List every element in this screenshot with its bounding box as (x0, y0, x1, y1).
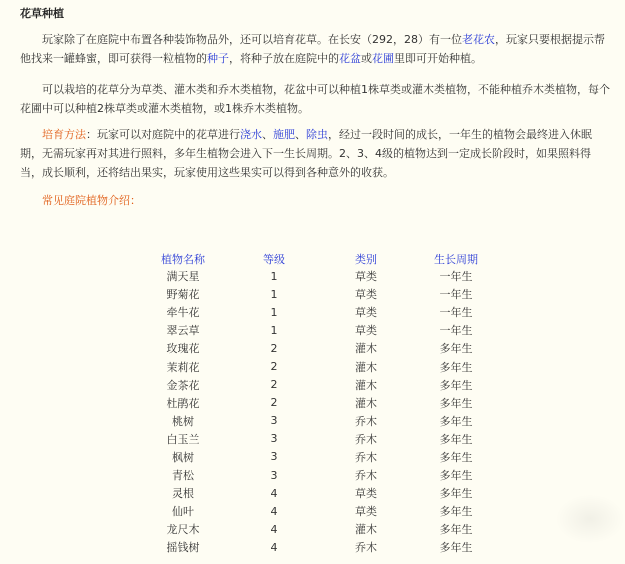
plant-cycle: 一年生 (439, 270, 473, 284)
plant-category: 乔木 (355, 541, 377, 555)
plant-level: 3 (270, 468, 278, 482)
plant-name: 仙叶 (172, 505, 194, 519)
table-row (138, 267, 500, 285)
plant-cycle: 一年生 (439, 324, 473, 338)
header-name: 植物名称 (161, 252, 205, 266)
table-row (138, 466, 500, 484)
plant-level: 3 (270, 414, 278, 428)
plant-level: 2 (270, 396, 278, 410)
plant-cycle: 多年生 (439, 469, 473, 483)
plant-category: 草类 (355, 270, 377, 284)
table-row (138, 285, 500, 303)
link-flowerpot[interactable]: 花盆 (339, 52, 361, 65)
plants-table (138, 250, 500, 557)
link-seed[interactable]: 种子 (207, 52, 229, 65)
plant-cycle: 多年生 (439, 342, 473, 356)
plant-level: 4 (270, 522, 278, 536)
plant-level: 4 (270, 540, 278, 554)
plant-name: 摇钱树 (166, 541, 200, 555)
plant-name: 杜鹃花 (166, 396, 200, 410)
plant-name: 金茶花 (166, 378, 200, 392)
intro-text-1: 玩家除了在庭院中布置各种装饰物品外，还可以培育花草。在长安（292，28）有一位 (42, 33, 462, 46)
plant-cycle: 多年生 (439, 414, 473, 428)
plant-cycle: 多年生 (439, 487, 473, 501)
plant-level: 1 (270, 305, 278, 319)
plant-cycle: 多年生 (439, 523, 473, 537)
table-row (138, 303, 500, 321)
plant-name: 桃树 (172, 414, 194, 428)
plant-category: 灌木 (355, 523, 377, 537)
link-fertilize[interactable]: 施肥 (273, 128, 295, 141)
plant-level: 1 (270, 287, 278, 301)
plant-cycle: 多年生 (439, 432, 473, 446)
corner-shadow (555, 494, 625, 544)
plant-level: 2 (270, 378, 278, 392)
intro-paragraph (20, 30, 610, 68)
plant-name: 灵根 (172, 487, 194, 501)
plant-name: 枫树 (172, 450, 194, 464)
plant-category: 乔木 (355, 469, 377, 483)
plant-name: 野菊花 (166, 288, 200, 302)
plant-cycle: 一年生 (439, 306, 473, 320)
plant-cycle: 多年生 (439, 378, 473, 392)
table-row (138, 394, 500, 412)
page-title: 花草种植 (20, 7, 64, 20)
table-row (138, 376, 500, 394)
header-level: 等级 (263, 252, 285, 266)
link-watering[interactable]: 浇水 (240, 128, 262, 141)
table-row (138, 339, 500, 357)
plant-category: 乔木 (355, 450, 377, 464)
plant-level: 1 (270, 269, 278, 283)
plant-cycle: 一年生 (439, 288, 473, 302)
table-row (138, 357, 500, 375)
cultivation-label: 培育方法 (42, 128, 86, 141)
link-flowerbed[interactable]: 花圃 (372, 52, 394, 65)
plant-level: 3 (270, 450, 278, 464)
header-cycle: 生长周期 (434, 252, 478, 266)
plant-category: 草类 (355, 288, 377, 302)
cultivation-text-1: ：玩家可以对庭院中的花草进行 (86, 128, 240, 141)
plant-category: 草类 (355, 487, 377, 501)
plant-name: 青松 (172, 469, 194, 483)
plants-subheading: 常见庭院植物介绍： (42, 194, 141, 207)
plant-category: 草类 (355, 324, 377, 338)
cultivation-text-2: ，经过一段时间的成长，一年生的植物会最终进入休眠期，无需玩家再对其进行照料，多年生植物会进入下一生长周期。2、3、4级的植物达到一定成长阶段时，如果照料得当，成长顺利，还将结出果实，玩家使用这些果实可以得到各种意外的收获。 (20, 128, 592, 179)
plant-level: 2 (270, 360, 278, 374)
intro-text-4: 或 (361, 52, 372, 65)
table-row (138, 502, 500, 520)
table-row (138, 538, 500, 556)
plant-name: 白玉兰 (166, 432, 200, 446)
plant-types-paragraph: 可以栽培的花草分为草类、灌木类和乔木类植物，花盆中可以种植1株草类或灌木类植物，不能种植乔木类植物，每个花圃中可以种植2株草类或灌木类植物，或1株乔木类植物。 (20, 83, 610, 115)
plant-cycle: 多年生 (439, 450, 473, 464)
table-row (138, 412, 500, 430)
plant-cycle: 多年生 (439, 360, 473, 374)
table-row (138, 448, 500, 466)
plant-category: 灌木 (355, 396, 377, 410)
plant-category: 灌木 (355, 360, 377, 374)
intro-text-5: 里即可开始种植。 (394, 52, 482, 65)
plant-name: 满天星 (166, 270, 200, 284)
intro-text-3: ，将种子放在庭院中的 (229, 52, 339, 65)
plant-category: 灌木 (355, 378, 377, 392)
plant-category: 乔木 (355, 414, 377, 428)
plant-name: 牵牛花 (166, 306, 200, 320)
cultivation-paragraph (20, 125, 610, 182)
plant-name: 玫瑰花 (166, 342, 200, 356)
table-row (138, 484, 500, 502)
link-old-farmer[interactable]: 老花农 (462, 33, 495, 46)
plant-name: 翠云草 (166, 324, 200, 338)
table-row (138, 430, 500, 448)
header-category: 类别 (355, 252, 377, 266)
plant-level: 4 (270, 486, 278, 500)
plant-cycle: 多年生 (439, 396, 473, 410)
plant-category: 灌木 (355, 342, 377, 356)
plant-cycle: 多年生 (439, 505, 473, 519)
plant-name: 茉莉花 (166, 360, 200, 374)
table-row (138, 321, 500, 339)
cultivation-sep-1: 、 (262, 128, 273, 141)
plant-category: 草类 (355, 306, 377, 320)
plant-cycle: 多年生 (439, 541, 473, 555)
intro-text-2: ，玩家只要根据提示帮他找来一罐蜂蜜，即可获得一粒植物的 (20, 33, 605, 65)
plant-level: 1 (270, 323, 278, 337)
plant-level: 3 (270, 432, 278, 446)
plant-level: 4 (270, 504, 278, 518)
cultivation-sep-2: 、 (295, 128, 306, 141)
plant-category: 草类 (355, 505, 377, 519)
link-pest-removal[interactable]: 除虫 (306, 128, 328, 141)
plant-name: 龙尺木 (166, 523, 200, 537)
plant-category: 乔木 (355, 432, 377, 446)
table-row (138, 520, 500, 538)
table-header-row (138, 250, 500, 267)
plant-level: 2 (270, 341, 278, 355)
